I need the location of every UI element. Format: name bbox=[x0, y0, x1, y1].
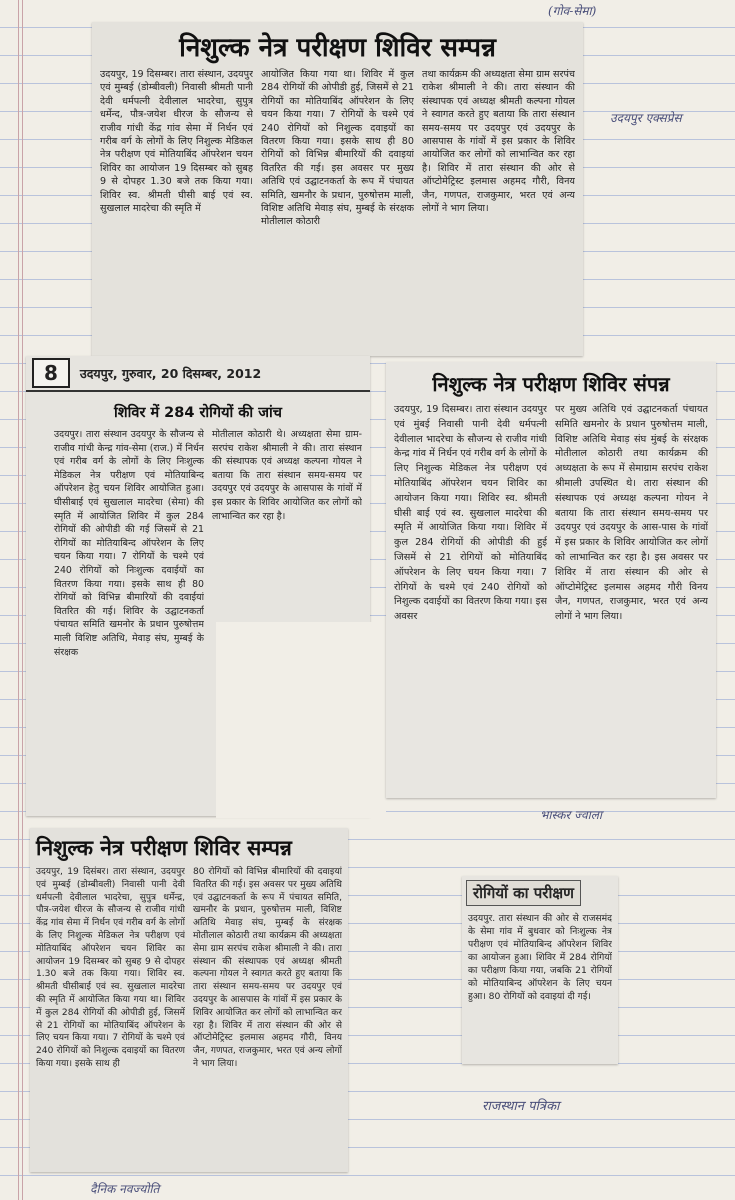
handwritten-source-navjyoti: दैनिक नवज्योति bbox=[90, 1182, 160, 1196]
empty-paper-area bbox=[216, 622, 386, 818]
article-body: उदयपुर. तारा संस्थान की ओर से राजसमंद के सेमा गांव में बुधवार को निःशुल्क नेत्र परीक्षण एवं मोतियाबिन्द ऑपरेशन शिविर का आयोजन हुआ। शिविर में 284 रोगियों का परीक्षण किया गया, जबकि 21 रोगियों को मोतियाबिन्द ऑपरेशन के लिए चयन हुआ। 80 रोगियों को दवाइयां दी गई। bbox=[468, 913, 612, 1002]
news-clipping-1 bbox=[92, 22, 583, 356]
article-column: उदयपुर, 19 दिसम्बर। तारा संस्थान उदयपुर एवं मुंबई निवासी पानी देवी धर्मपत्नी देवीलाल भादरेचा के सौजन्य से राजीव गांधी केन्द्र गांव में निर्धन एवं गरीब वर्ग के लोगों के लिए निशुल्क मेडिकल नेत्र परीक्षण एवं मोतियाबिंद ऑपरेशन चयन शिविर का आयोजन किया गया। शिविर स्व. श्रीमती घीसी बाई एवं स्व. सुखलाल मादरेचा की स्मृति में आयोजित किया गया। शिविर में कुल 284 रोगियों की ओपीडी की हुई जिसमें से 21 रोगियों को मोतियाबिंद ऑपरेशन के लिए चयन किया गया। 7 रोगियों के चश्मे एवं 240 रोगियों को निशुल्क दवाईयों का वितरण किया गया। इस अवसर bbox=[394, 404, 547, 623]
handwritten-source-rajasthan-patrika: राजस्थान पत्रिका bbox=[482, 1099, 560, 1114]
clipping-headline: निशुल्क नेत्र परीक्षण शिविर संपन्न bbox=[432, 372, 670, 396]
handwritten-source-udaipur-express: उदयपुर एक्सप्रेस bbox=[610, 111, 682, 125]
page-number: 8 bbox=[32, 358, 70, 388]
news-clipping-3 bbox=[386, 362, 716, 798]
article-column: आयोजित किया गया था। शिविर में कुल 284 रोगियों की ओपीडी हुई, जिसमें से 21 रोगियों का मोतियाबिंद ऑपरेशन के लिए चयन किया गया। 7 रोगियों के चश्मे एवं 240 रोगियों को निशुल्क दवाइयों का वितरण किया गया। इसके साथ ही 80 रोगियों को विभिन्न बीमारियों की दवाइयां वितरित की गई। इस अवसर पर मुख्य अतिथि एवं उद्घाटनकर्ता के रूप में पंचायत समिति, खमनौर के प्रधान, पुरुषोत्तम माली, विशिष्ट अतिथि मेवाड़ संघ, मुम्बई के संरक्षक मोतीलाल कोठारी bbox=[261, 69, 414, 228]
article-column: 80 रोगियों को विभिन्न बीमारियों की दवाइयां वितरित की गई। इस अवसर पर मुख्य अतिथि एवं उद्घाटनकर्ता के रूप में पंचायत समिति, खमनौर के प्रधान, पुरुषोत्तम माली, विशिष्ट अतिथि मेवाड़ संघ, मुम्बई के संरक्षक मोतीलाल कोठारी तथा कार्यक्रम की अध्यक्षता सेमा ग्राम सरपंच राकेश श्रीमाली ने की। तारा संस्थान की संस्थापक एवं अध्यक्ष श्रीमती कल्पना गोयल ने स्वागत करते हुए बताया कि तारा संस्थान समय-समय पर उदयपुर एवं उदयपुर के आसपास के गांवों में इस प्रकार के शिविर आयोजित कर लोगों को लाभान्वित कर रहा है। शिविर में तारा संस्थान की ओर से ऑप्टोमेट्रिस्ट इलमास अहमद गौरी, विनय जैन, गणपत, राजकुमार, भरत एवं अन्य लोगों ने भाग लिया। bbox=[193, 867, 342, 1069]
news-clipping-5 bbox=[462, 876, 618, 1064]
clipping-headline: शिविर में 284 रोगियों की जांच bbox=[114, 405, 282, 421]
clipping-headline: रोगियों का परीक्षण bbox=[466, 880, 581, 906]
article-column: उदयपुर। तारा संस्थान उदयपुर के सौजन्य से राजीव गांधी केन्द्र गांव-सेमा (राज.) में निर्धन एवं गरीब वर्ग के लोगों के लिए निःशुल्क मेडिकल नेत्र परीक्षण एवं मोतियाबिन्द ऑपरेशन हेतु चयन शिविर आयोजित हुआ। घीसीबाई एवं सुखलाल मादरेचा (सेमा) की स्मृति में आयोजित शिविर में कुल 284 रोगियों की ओपीडी की गई जिसमें से 21 रोगियों का मोतियाबिन्द ऑपरेशन के लिए चयन किया गया। 7 रोगियों के चश्मे एवं 240 रोगियों को निःशुल्क दवाईयों का वितरण किया गया। इसके साथ ही 80 रोगियों को विभिन्न बीमारियों की दवाईयां वितरित की गई। शिविर के उद्घाटनकर्ता पंचायत समिति खमनोर के प्रधान पुरुषोत्तम माली विशिष्ट अतिथि, मेवाड़ संघ, मुम्बई के संरक्षक bbox=[54, 429, 204, 658]
clipping-headline: निशुल्क नेत्र परीक्षण शिविर सम्पन्न bbox=[179, 33, 496, 63]
dateline-text: उदयपुर, गुरुवार, 20 दिसम्बर, 2012 bbox=[79, 365, 262, 381]
newspaper-dateline bbox=[26, 356, 370, 392]
handwritten-note-village: (गोव-सेमा) bbox=[548, 4, 597, 18]
article-column: तथा कार्यक्रम की अध्यक्षता सेमा ग्राम सरपंच राकेश श्रीमाली ने की। तारा संस्थान की संस्थापक एवं अध्यक्ष श्रीमती कल्पना गोयल ने स्वागत करते हुए बताया कि तारा संस्थान समय-समय पर उदयपुर एवं उदयपुर के आसपास के गांवों में इस प्रकार के शिविर आयोजित कर लोगों को लाभान्वित कर रहा है। शिविर में तारा संस्थान की ओर से ऑप्टोमेट्रिस्ट इलमास अहमद गौरी, विनय जैन, गणपत, राजकुमार, भरत एवं अन्य लोगों ने भाग लिया। bbox=[422, 69, 575, 215]
article-column: उदयपुर, 19 दिसंबर। तारा संस्थान, उदयपुर एवं मुम्बई (डोम्बीवली) निवासी पानी देवी धर्मपत्नी देवीलाल भादरेचा, सुपुत्र धर्मेन्द्र, पौत्र-जयेश धीरज के सौजन्य से राजीव गांधी केंद्र गांव सेमा में निर्धन एवं गरीब वर्ग के लोगों के लिए निशुल्क मेडिकल नेत्र परीक्षण एवं मोतियाबिंद ऑपरेशन चयन शिविर का आयोजन 19 दिसम्बर को सुबह 9 से दोपहर 1.30 बजे तक किया गया। शिविर स्व. श्रीमती घीसीबाई एवं स्व. सुखलाल मादरेचा की स्मृति में आयोजित किया गया था। शिविर में कुल 284 रोगियों की ओपीडी हुई, जिसमें से 21 रोगियों का मोतियाबिंद ऑपरेशन के लिए चयन किया गया। 7 रोगियों के चश्मे एवं 240 रोगियों को निशुल्क दवाइयों का वितरण किया गया। इसके साथ ही bbox=[36, 867, 185, 1069]
article-column: उदयपुर, 19 दिसम्बर। तारा संस्थान, उदयपुर एवं मुम्बई (डोम्बीवली) निवासी श्रीमती पानी देवी धर्मपत्नी देवीलाल भादरेचा, सुपुत्र धर्मेन्द, पौत्र-जयेश धीरज के सौजन्य से राजीव गांधी केंद्र गांव सेमा में निर्धन एवं गरीब वर्ग के लोगों के लिए निशुल्क मेडिकल नेत्र परीक्षण एवं मोतियाबिंद ऑपरेशन चयन शिविर का आयोजन 19 दिसम्बर को सुबह 9 से दोपहर 1.30 बजे तक किया गया। शिविर स्व. श्रीमती घीसी बाई एवं स्व. सुखलाल मादरेचा की स्मृति में bbox=[100, 69, 253, 215]
article-column: पर मुख्य अतिथि एवं उद्घाटनकर्ता पंचायत समिति खमनोर के प्रधान पुरुषोत्तम माली, विशिष्ट अतिथि मेवाड़ संघ मुंबई के संरक्षक मोतीलाल कोठारी तथा कार्यक्रम की अध्यक्षता के रूप में सेमाग्राम सरपंच राकेश श्रीमाली उपस्थित थे। तारा संस्थान की संस्थापक एवं अध्यक्ष कल्पना गोयन ने बताया कि तारा संस्थान समय-समय पर उदयपुर एवं उदयपुर के आस-पास के गांवों में इस प्रकार के शिविर आयोजित कर लोगों को लाभान्वित कर रहा है। इस अवसर पर शिविर में तारा संस्थान की ओर से ऑप्टोमेट्रिस्ट इलमास अहमद गौरी विनय जैन, गणपत, राजकुमार, भरत एवं अन्य लोगों ने भाग लिया। bbox=[555, 404, 708, 623]
margin-line bbox=[18, 0, 19, 1200]
margin-line bbox=[22, 0, 23, 1200]
handwritten-source-bhaskar: भास्कर ज्वाला bbox=[540, 808, 603, 822]
news-clipping-4 bbox=[30, 828, 348, 1172]
article-column: मोतीलाल कोठारी थे। अध्यक्षता सेमा ग्राम-सरपंच राकेश श्रीमाली ने की। तारा संस्थान की संस्थापक एवं अध्यक्ष कल्पना गोयल ने बताया कि तारा संस्थान समय-समय पर उदयपुर एवं उदयपुर के आसपास के गांवों में इस प्रकार के शिविर आयोजित कर लोगों को लाभान्वित कर रहा है। bbox=[212, 429, 362, 522]
clipping-headline: निशुल्क नेत्र परीक्षण शिविर सम्पन्न bbox=[36, 836, 292, 860]
